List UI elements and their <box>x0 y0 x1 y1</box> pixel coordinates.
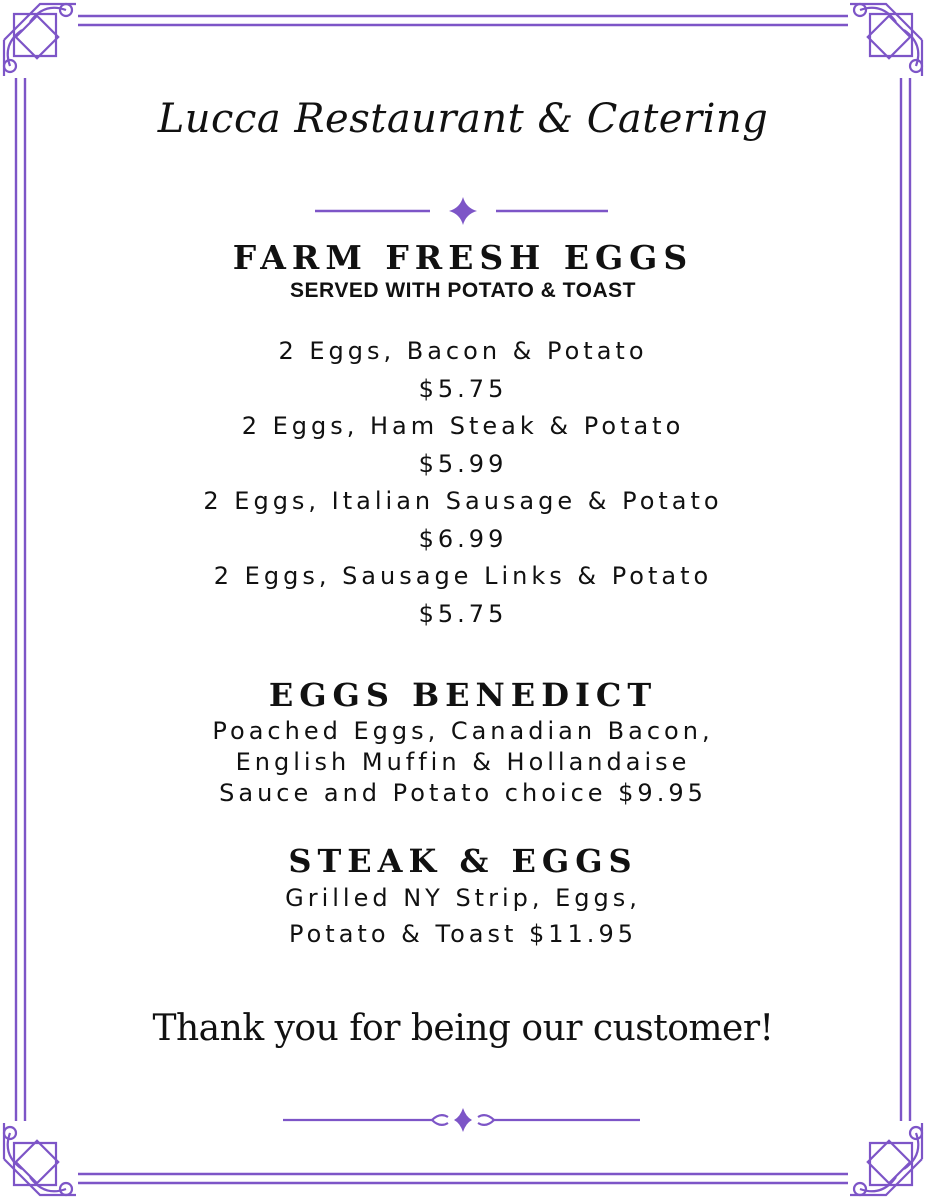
menu-item-price: $5.75 <box>418 374 508 403</box>
description-line: Potato & Toast $11.95 <box>289 920 637 948</box>
menu-item <box>0 483 926 558</box>
section-title-eggs-benedict: EGGS BENEDICT <box>268 676 658 714</box>
description-line: Poached Eggs, Canadian Bacon, <box>212 717 714 745</box>
farm-fresh-eggs-list <box>0 333 926 633</box>
description-line: English Muffin & Hollandaise <box>235 748 691 776</box>
thank-you-message: Thank you for being our customer! <box>152 1008 774 1049</box>
footer-flourish-icon <box>0 1105 926 1135</box>
menu-item-name: 2 Eggs, Italian Sausage & Potato <box>203 487 723 515</box>
menu-item <box>0 333 926 408</box>
restaurant-name: Lucca Restaurant & Catering <box>157 96 769 142</box>
corner-ornament-top-right-icon <box>846 0 926 80</box>
menu-item-price: $5.99 <box>418 449 508 478</box>
menu-item <box>0 408 926 483</box>
section-title-farm-fresh-eggs: FARM FRESH EGGS <box>232 238 694 277</box>
menu-item <box>0 558 926 633</box>
steak-and-eggs-description <box>0 880 926 952</box>
section-title-steak-and-eggs: STEAK & EGGS <box>288 842 638 880</box>
section-subtitle-farm-fresh-eggs: SERVED WITH POTATO & TOAST <box>290 279 636 302</box>
header-divider-star-icon <box>0 196 926 226</box>
description-line: Sauce and Potato choice $9.95 <box>219 779 707 807</box>
eggs-benedict-description <box>0 716 926 809</box>
description-line: Grilled NY Strip, Eggs, <box>285 884 641 912</box>
corner-ornament-top-left-icon <box>0 0 80 80</box>
menu-item-price: $6.99 <box>418 524 508 553</box>
menu-item-price: $5.75 <box>418 599 508 628</box>
menu-item-name: 2 Eggs, Ham Steak & Potato <box>241 412 685 440</box>
menu-item-name: 2 Eggs, Sausage Links & Potato <box>213 562 713 590</box>
menu-item-name: 2 Eggs, Bacon & Potato <box>278 337 648 365</box>
